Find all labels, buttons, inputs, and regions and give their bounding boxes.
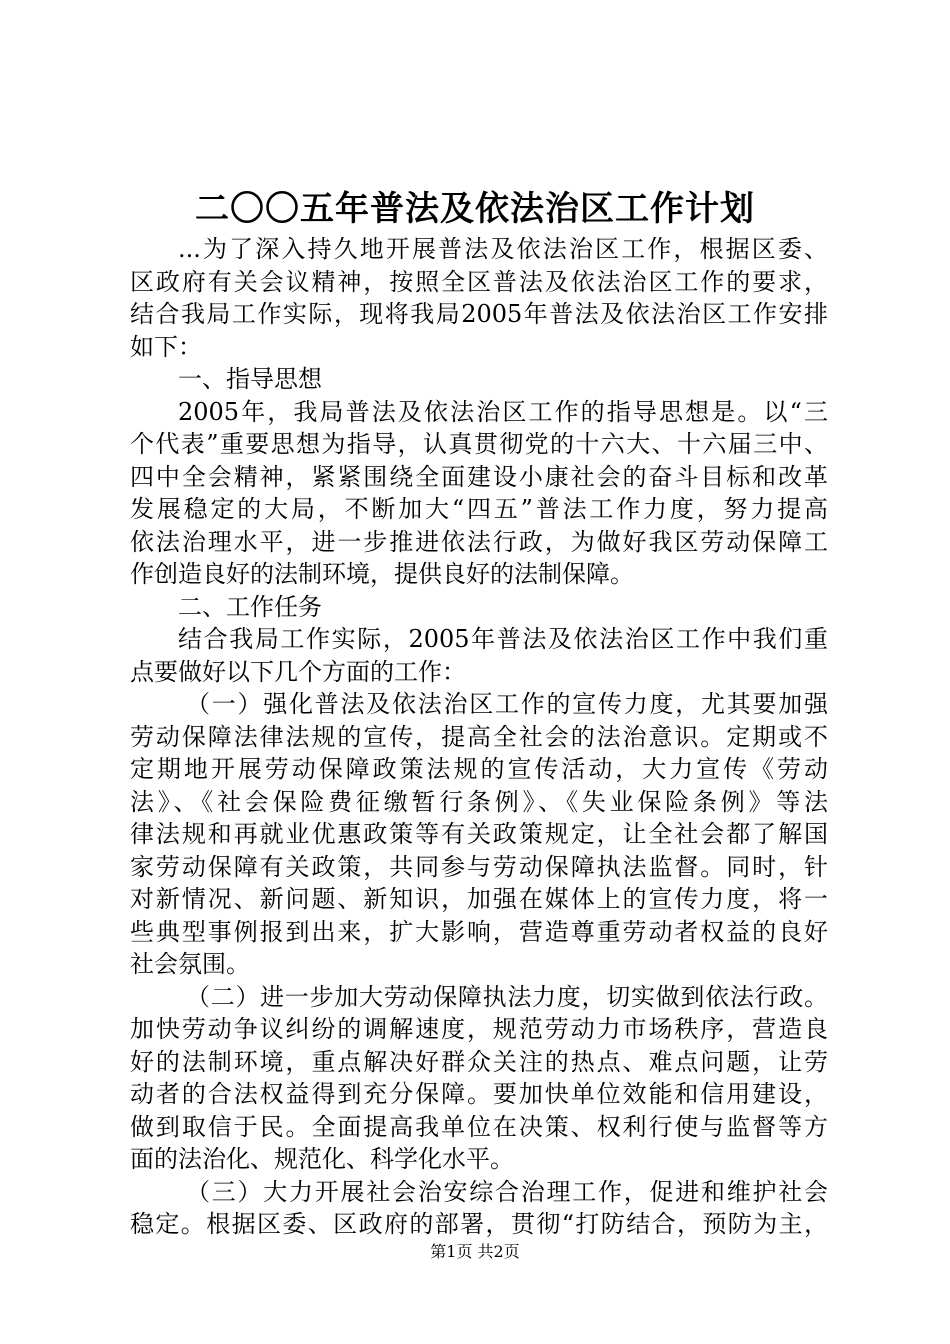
body-text-line: 结合我局工作实际，现将我局2005年普法及依法治区工作安排 bbox=[130, 300, 828, 328]
body-text-line: 定期地开展劳动保障政策法规的宣传活动，大力宣传《劳动 bbox=[130, 755, 828, 783]
body-text-line: （二）进一步加大劳动保障执法力度，切实做到依法行政。 bbox=[186, 982, 828, 1011]
body-text-line: 律法规和再就业优惠政策等有关政策规定，让全社会都了解国 bbox=[130, 820, 828, 848]
body-text-line: 做到取信于民。全面提高我单位在决策、权利行使与监督等方 bbox=[130, 1112, 828, 1141]
body-text-line: 如下： bbox=[130, 332, 202, 361]
body-text-line: 法》、《社会保险费征缴暂行条例》、《失业保险条例》等法 bbox=[130, 787, 828, 816]
body-text-line: 个代表”重要思想为指导，认真贯彻党的十六大、十六届三中、 bbox=[130, 430, 828, 458]
page-footer: 第1页 共2页 bbox=[430, 1242, 520, 1261]
body-text-line: 些典型事例报到出来，扩大影响，营造尊重劳动者权益的良好 bbox=[130, 917, 828, 946]
body-text-line: 加快劳动争议纠纷的调解速度，规范劳动力市场秩序，营造良 bbox=[130, 1015, 828, 1043]
body-text-line: 一、指导思想 bbox=[178, 365, 322, 393]
body-text-line: 点要做好以下几个方面的工作： bbox=[130, 657, 466, 686]
body-text-line: 四中全会精神，紧紧围绕全面建设小康社会的奋斗目标和改革 bbox=[130, 462, 828, 491]
body-text-line: 稳定。根据区委、区政府的部署，贯彻“打防结合，预防为主， bbox=[130, 1210, 828, 1238]
body-text-line: （三）大力开展社会治安综合治理工作，促进和维护社会 bbox=[186, 1177, 828, 1206]
body-text-line: 作创造良好的法制环境，提供良好的法制保障。 bbox=[130, 560, 634, 588]
body-text-line: 对新情况、新问题、新知识，加强在媒体上的宣传力度，将一 bbox=[130, 885, 828, 913]
body-text-line: 面的法治化、规范化、科学化水平。 bbox=[130, 1145, 514, 1173]
body-text-line: 家劳动保障有关政策，共同参与劳动保障执法监督。同时，针 bbox=[130, 852, 828, 881]
body-text-line: 好的法制环境，重点解决好群众关注的热点、难点问题，让劳 bbox=[130, 1047, 828, 1076]
body-text-line: 社会氛围。 bbox=[130, 950, 250, 978]
body-text-line: 发展稳定的大局，不断加大“四五”普法工作力度，努力提高 bbox=[130, 495, 828, 523]
body-text-line: 劳动保障法律法规的宣传，提高全社会的法治意识。定期或不 bbox=[130, 722, 828, 751]
body-text-line: 二、工作任务 bbox=[178, 592, 322, 621]
body-text-line: 区政府有关会议精神，按照全区普法及依法治区工作的要求， bbox=[130, 267, 828, 296]
body-text-line: 2005年，我局普法及依法治区工作的指导思想是。以“三 bbox=[178, 397, 828, 426]
body-text-line: 依法治理水平，进一步推进依法行政，为做好我区劳动保障工 bbox=[130, 527, 828, 556]
document-body bbox=[130, 233, 828, 1241]
document-title: 二〇〇五年普法及依法治区工作计划 bbox=[195, 189, 755, 229]
body-text-line: 动者的合法权益得到充分保障。要加快单位效能和信用建设， bbox=[130, 1080, 828, 1108]
body-text-line: 结合我局工作实际，2005年普法及依法治区工作中我们重 bbox=[178, 625, 828, 653]
body-text-line: ...为了深入持久地开展普法及依法治区工作，根据区委、 bbox=[178, 235, 828, 263]
body-text-line: （一）强化普法及依法治区工作的宣传力度，尤其要加强 bbox=[186, 690, 828, 718]
